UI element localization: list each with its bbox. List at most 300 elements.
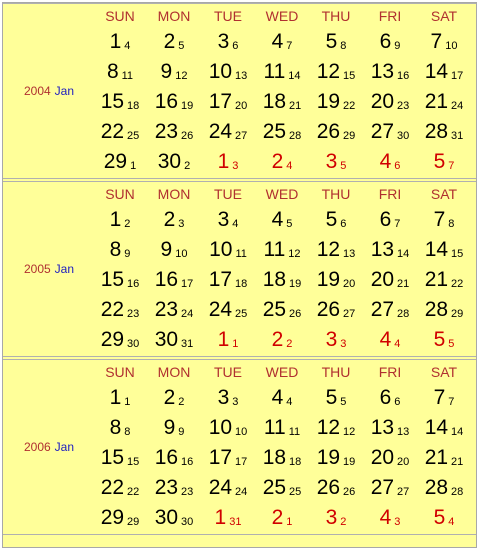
secondary-number: 22 [127, 486, 140, 498]
day-number: 10 [208, 416, 233, 439]
day-cell [417, 234, 471, 264]
secondary-number: 3 [232, 396, 239, 408]
year-month-label [7, 182, 91, 356]
secondary-number: 9 [394, 40, 401, 52]
secondary-number: 2 [340, 516, 347, 528]
day-cell [147, 294, 201, 324]
day-cell [93, 86, 147, 116]
day-cell [255, 264, 309, 294]
secondary-number: 21 [451, 456, 464, 468]
day-number: 25 [262, 476, 287, 499]
secondary-number: 10 [445, 40, 458, 52]
day-number: 10 [209, 238, 233, 261]
day-cell [417, 442, 471, 472]
day-cell [93, 324, 147, 354]
day-number: 2 [163, 208, 176, 231]
year-label: 2006 [23, 440, 51, 454]
secondary-number: 13 [397, 426, 410, 438]
day-cell [93, 382, 147, 412]
day-number: 29 [100, 328, 125, 351]
day-cell [201, 442, 255, 472]
secondary-number: 31 [229, 516, 242, 528]
secondary-number: 3 [394, 516, 401, 528]
day-number: 1 [217, 150, 230, 173]
secondary-number: 5 [286, 218, 293, 230]
month-label: Jan [54, 440, 75, 454]
secondary-number: 30 [181, 516, 194, 528]
day-cell [417, 502, 471, 532]
day-number: 23 [154, 298, 179, 321]
day-cell [417, 294, 471, 324]
day-header: THU [321, 186, 351, 202]
secondary-number: 4 [286, 160, 293, 172]
secondary-number: 3 [232, 160, 239, 172]
day-cell [363, 264, 417, 294]
secondary-number: 17 [451, 70, 464, 82]
day-number: 6 [379, 208, 392, 231]
day-number: 21 [424, 446, 449, 469]
day-number: 14 [424, 60, 449, 83]
day-cell [417, 56, 471, 86]
secondary-number: 21 [397, 278, 410, 290]
secondary-number: 8 [340, 40, 347, 52]
day-number: 20 [370, 446, 395, 469]
day-header: THU [321, 364, 351, 380]
day-cell [93, 502, 147, 532]
secondary-number: 27 [397, 486, 410, 498]
day-cell [363, 56, 417, 86]
day-number: 29 [103, 150, 128, 173]
day-cell [363, 382, 417, 412]
day-cell [363, 442, 417, 472]
month-label: Jan [54, 262, 75, 276]
day-number: 30 [157, 150, 182, 173]
secondary-number: 5 [340, 396, 347, 408]
secondary-number: 18 [127, 100, 140, 112]
day-cell [147, 86, 201, 116]
day-cell [309, 56, 363, 86]
day-number: 15 [100, 90, 125, 113]
day-number: 1 [109, 208, 122, 231]
secondary-number: 15 [343, 70, 356, 82]
day-number: 18 [262, 90, 287, 113]
year-label: 2004 [23, 84, 51, 98]
day-number: 5 [325, 30, 338, 53]
secondary-number: 26 [181, 130, 194, 142]
day-number: 22 [100, 476, 125, 499]
day-number: 6 [379, 386, 392, 409]
day-cell [309, 86, 363, 116]
secondary-number: 16 [397, 70, 410, 82]
day-number: 27 [370, 120, 395, 143]
day-cell [309, 472, 363, 502]
day-grid [93, 186, 476, 354]
day-cell [93, 412, 147, 442]
secondary-number: 11 [235, 248, 247, 260]
secondary-number: 11 [288, 426, 301, 438]
day-header: SUN [105, 8, 135, 24]
day-cell [309, 412, 363, 442]
day-cell [93, 264, 147, 294]
day-number: 21 [424, 268, 449, 291]
day-cell [147, 116, 201, 146]
day-cell [201, 26, 255, 56]
day-number: 16 [154, 90, 179, 113]
day-header: WED [265, 8, 299, 24]
day-number: 17 [208, 90, 233, 113]
secondary-number: 28 [289, 130, 302, 142]
day-header: THU [321, 8, 351, 24]
secondary-number: 21 [289, 100, 302, 112]
day-cell [201, 204, 255, 234]
secondary-number: 5 [340, 160, 347, 172]
secondary-number: 24 [235, 486, 248, 498]
day-cell [417, 204, 471, 234]
secondary-number: 3 [340, 338, 347, 350]
secondary-number: 7 [448, 160, 455, 172]
day-cell [363, 86, 417, 116]
secondary-number: 22 [343, 100, 356, 112]
day-header: SUN [105, 364, 135, 380]
secondary-number: 3 [178, 218, 185, 230]
secondary-number: 1 [286, 516, 293, 528]
day-number: 3 [325, 506, 338, 529]
month-label: Jan [54, 84, 75, 98]
day-cell [363, 116, 417, 146]
secondary-number: 1 [124, 396, 131, 408]
day-number: 24 [208, 120, 233, 143]
secondary-number: 24 [181, 308, 194, 320]
day-cell [93, 294, 147, 324]
day-number: 4 [379, 506, 392, 529]
day-cell [363, 502, 417, 532]
secondary-number: 8 [448, 218, 455, 230]
day-cell [417, 146, 471, 176]
day-number: 4 [379, 150, 392, 173]
day-number: 24 [208, 298, 233, 321]
day-cell [147, 26, 201, 56]
day-cell [363, 204, 417, 234]
day-cell [309, 204, 363, 234]
day-number: 5 [325, 386, 338, 409]
secondary-number: 19 [181, 100, 194, 112]
secondary-number: 20 [343, 278, 356, 290]
day-number: 22 [100, 298, 125, 321]
day-number: 11 [263, 60, 286, 83]
secondary-number: 19 [343, 456, 356, 468]
day-number: 20 [370, 268, 395, 291]
day-cell [417, 324, 471, 354]
day-cell [363, 412, 417, 442]
day-cell [201, 412, 255, 442]
day-number: 9 [160, 238, 173, 261]
day-number: 25 [262, 298, 287, 321]
day-cell [147, 264, 201, 294]
day-cell [363, 234, 417, 264]
day-number: 20 [370, 90, 395, 113]
secondary-number: 6 [340, 218, 347, 230]
day-header: WED [265, 364, 299, 380]
secondary-number: 20 [397, 456, 410, 468]
secondary-number: 23 [181, 486, 194, 498]
day-cell [363, 26, 417, 56]
day-cell [201, 86, 255, 116]
day-cell [93, 234, 147, 264]
day-number: 9 [163, 416, 176, 439]
day-cell [309, 294, 363, 324]
day-cell [255, 472, 309, 502]
day-number: 5 [433, 506, 446, 529]
day-cell [93, 204, 147, 234]
day-number: 13 [370, 238, 395, 261]
day-header: TUE [214, 186, 242, 202]
day-number: 28 [424, 298, 449, 321]
day-cell [417, 86, 471, 116]
secondary-number: 1 [130, 160, 137, 172]
day-number: 24 [208, 476, 233, 499]
day-number: 19 [316, 446, 341, 469]
day-header: FRI [378, 8, 402, 24]
secondary-number: 9 [124, 248, 131, 260]
day-cell [417, 116, 471, 146]
day-cell [309, 234, 363, 264]
day-cell [255, 146, 309, 176]
day-header: MON [157, 8, 191, 24]
secondary-number: 30 [127, 338, 140, 350]
secondary-number: 19 [289, 278, 302, 290]
day-number: 25 [262, 120, 287, 143]
day-cell [93, 442, 147, 472]
secondary-number: 29 [343, 130, 356, 142]
secondary-number: 30 [397, 130, 410, 142]
day-grid [93, 364, 476, 532]
secondary-number: 15 [451, 248, 464, 260]
secondary-number: 12 [175, 70, 188, 82]
secondary-number: 14 [451, 426, 464, 438]
day-cell [255, 26, 309, 56]
day-cell [363, 324, 417, 354]
secondary-number: 25 [289, 486, 302, 498]
secondary-number: 27 [235, 130, 248, 142]
day-number: 10 [208, 60, 233, 83]
day-header: SAT [430, 186, 458, 202]
day-cell [255, 502, 309, 532]
day-cell [147, 472, 201, 502]
day-number: 11 [263, 238, 286, 261]
day-cell [201, 294, 255, 324]
day-number: 7 [433, 208, 446, 231]
secondary-number: 23 [127, 308, 140, 320]
day-cell [147, 442, 201, 472]
day-cell [255, 324, 309, 354]
day-number: 2 [271, 328, 284, 351]
day-number: 3 [325, 150, 338, 173]
secondary-number: 22 [451, 278, 464, 290]
secondary-number: 12 [288, 248, 301, 260]
day-number: 8 [109, 238, 122, 261]
day-number: 28 [424, 476, 449, 499]
day-number: 15 [100, 268, 125, 291]
day-cell [255, 204, 309, 234]
secondary-number: 28 [451, 486, 464, 498]
day-number: 2 [163, 386, 176, 409]
day-cell [417, 264, 471, 294]
day-cell [147, 146, 201, 176]
day-number: 26 [316, 476, 341, 499]
day-number: 4 [271, 386, 284, 409]
day-number: 2 [271, 150, 284, 173]
day-number: 5 [325, 208, 338, 231]
day-cell [363, 146, 417, 176]
day-cell [147, 412, 201, 442]
day-number: 1 [217, 328, 230, 351]
secondary-number: 7 [394, 218, 401, 230]
day-cell [363, 472, 417, 502]
day-header: SUN [105, 186, 135, 202]
secondary-number: 5 [448, 338, 455, 350]
day-number: 21 [424, 90, 449, 113]
day-cell [147, 234, 201, 264]
day-header: TUE [214, 8, 242, 24]
day-number: 3 [217, 208, 230, 231]
day-number: 12 [316, 416, 341, 439]
secondary-number: 7 [286, 40, 293, 52]
day-cell [93, 26, 147, 56]
day-cell [201, 472, 255, 502]
day-cell [147, 56, 201, 86]
day-number: 9 [160, 60, 173, 83]
day-number: 2 [271, 506, 284, 529]
day-cell [201, 234, 255, 264]
secondary-number: 31 [451, 130, 464, 142]
day-number: 19 [316, 90, 341, 113]
day-number: 1 [109, 386, 122, 409]
day-number: 14 [424, 238, 449, 261]
secondary-number: 14 [397, 248, 410, 260]
day-number: 26 [316, 298, 341, 321]
calendar-block-2004 [3, 3, 476, 179]
secondary-number: 9 [178, 426, 185, 438]
day-cell [201, 146, 255, 176]
day-header: FRI [378, 186, 402, 202]
secondary-number: 6 [232, 40, 239, 52]
secondary-number: 17 [235, 456, 248, 468]
secondary-number: 24 [451, 100, 464, 112]
day-cell [417, 472, 471, 502]
secondary-number: 17 [181, 278, 194, 290]
day-number: 17 [208, 268, 233, 291]
day-number: 2 [163, 30, 176, 53]
secondary-number: 23 [397, 100, 410, 112]
day-cell [93, 116, 147, 146]
secondary-number: 15 [127, 456, 140, 468]
day-number: 30 [154, 506, 179, 529]
secondary-number: 6 [394, 160, 401, 172]
secondary-number: 20 [235, 100, 248, 112]
day-number: 6 [379, 30, 392, 53]
day-cell [417, 412, 471, 442]
day-cell [201, 502, 255, 532]
day-number: 1 [109, 30, 122, 53]
day-number: 4 [379, 328, 392, 351]
day-number: 18 [262, 268, 287, 291]
day-cell [309, 442, 363, 472]
secondary-number: 28 [397, 308, 410, 320]
secondary-number: 4 [286, 396, 293, 408]
year-month-label [7, 4, 91, 178]
secondary-number: 10 [235, 426, 248, 438]
secondary-number: 2 [286, 338, 293, 350]
secondary-number: 4 [232, 218, 239, 230]
secondary-number: 26 [289, 308, 302, 320]
day-number: 17 [208, 446, 233, 469]
day-cell [147, 204, 201, 234]
day-cell [93, 472, 147, 502]
day-cell [147, 502, 201, 532]
day-cell [309, 26, 363, 56]
day-header: MON [157, 364, 191, 380]
day-cell [309, 146, 363, 176]
secondary-number: 29 [127, 516, 140, 528]
day-cell [93, 146, 147, 176]
day-header: SAT [430, 364, 458, 380]
day-number: 22 [100, 120, 125, 143]
day-cell [255, 116, 309, 146]
day-cell [201, 56, 255, 86]
day-number: 7 [430, 30, 443, 53]
day-header: SAT [430, 8, 458, 24]
day-number: 29 [100, 506, 125, 529]
day-number: 8 [109, 416, 122, 439]
day-number: 26 [316, 120, 341, 143]
secondary-number: 26 [343, 486, 356, 498]
day-cell [309, 324, 363, 354]
secondary-number: 4 [448, 516, 455, 528]
secondary-number: 7 [448, 396, 455, 408]
day-number: 7 [433, 386, 446, 409]
secondary-number: 25 [127, 130, 140, 142]
calendar-block-2005 [3, 181, 476, 357]
secondary-number: 13 [343, 248, 356, 260]
day-number: 4 [271, 30, 284, 53]
day-number: 18 [262, 446, 287, 469]
day-number: 15 [100, 446, 125, 469]
day-number: 28 [424, 120, 449, 143]
secondary-number: 16 [181, 456, 194, 468]
day-cell [255, 234, 309, 264]
day-cell [309, 502, 363, 532]
day-cell [417, 382, 471, 412]
day-number: 13 [370, 60, 395, 83]
day-number: 16 [154, 446, 179, 469]
day-cell [309, 116, 363, 146]
day-cell [417, 26, 471, 56]
secondary-number: 14 [288, 70, 301, 82]
day-number: 3 [217, 386, 230, 409]
calendar-block-2006 [3, 359, 476, 535]
day-cell [255, 442, 309, 472]
secondary-number: 2 [124, 218, 131, 230]
day-cell [147, 324, 201, 354]
secondary-number: 1 [232, 338, 239, 350]
secondary-number: 2 [178, 396, 185, 408]
day-number: 1 [214, 506, 227, 529]
secondary-number: 18 [235, 278, 248, 290]
day-number: 5 [433, 150, 446, 173]
secondary-number: 4 [124, 40, 131, 52]
day-number: 27 [370, 298, 395, 321]
day-cell [309, 264, 363, 294]
